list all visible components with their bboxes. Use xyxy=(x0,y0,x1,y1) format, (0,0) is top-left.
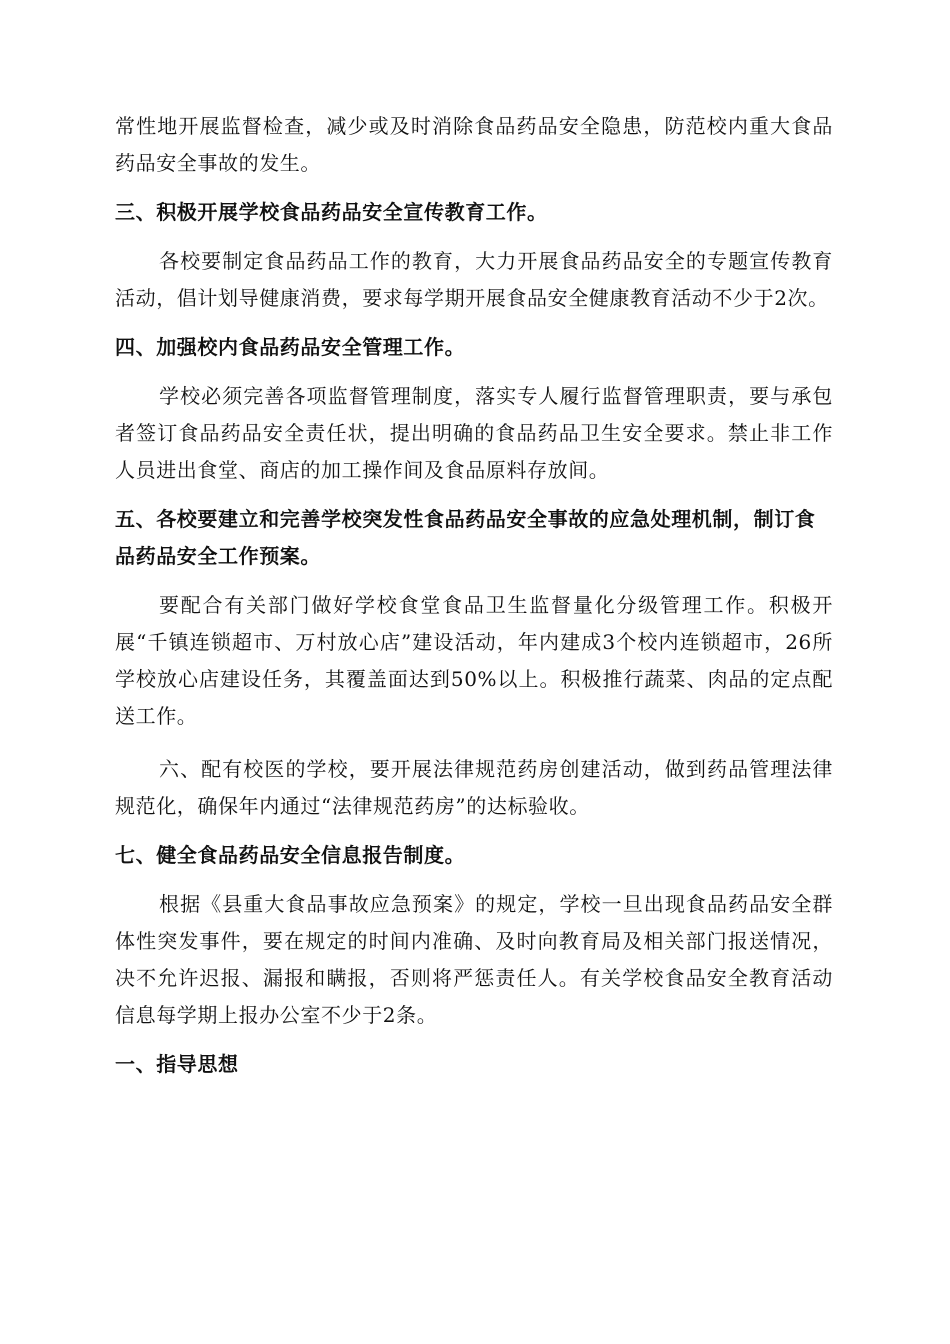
section-heading-4: 四、加强校内食品药品安全管理工作。 xyxy=(115,335,466,359)
paragraph-education: 各校要制定食品药品工作的教育，大力开展食品药品安全的专题宣传教育活动，倡计划导健康消费，要求每学期开展食品安全健康教育活动不少于2次。 xyxy=(115,249,833,310)
section-heading-5: 五、各校要建立和完善学校突发性食品药品安全事故的应急处理机制，制订食品药品安全工作预案。 xyxy=(115,507,816,568)
paragraph-management: 学校必须完善各项监督管理制度，落实专人履行监督管理职责，要与承包者签订食品药品安全责任状，提出明确的食品药品卫生安全要求。禁止非工作人员进出食堂、商店的加工操作间及食品原料存放间。 xyxy=(115,384,833,482)
paragraph-continuation: 常性地开展监督检查，减少或及时消除食品药品安全隐患，防范校内重大食品药品安全事故的发生。 xyxy=(115,114,833,175)
paragraph-pharmacy: 六、配有校医的学校，要开展法律规范药房创建活动，做到药品管理法律规范化，确保年内通过“法律规范药房”的达标验收。 xyxy=(115,757,833,818)
section-heading-3: 三、积极开展学校食品药品安全宣传教育工作。 xyxy=(115,200,548,224)
document-page xyxy=(115,108,833,1083)
paragraph-reporting: 根据《县重大食品事故应急预案》的规定，学校一旦出现食品药品安全群体性突发事件，要在规定的时间内准确、及时向教育局及相关部门报送情况，决不允许迟报、漏报和瞒报，否则将严惩责任人。有关学校食品安全教育活动信息每学期上报办公室不少于2条。 xyxy=(115,892,833,1027)
paragraph-cooperation: 要配合有关部门做好学校食堂食品卫生监督量化分级管理工作。积极开展“千镇连锁超市、万村放心店”建设活动，年内建成3个校内连锁超市，26所学校放心店建设任务，其覆盖面达到50%以上。积极推行蔬菜、肉品的定点配送工作。 xyxy=(115,593,833,728)
section-heading-1: 一、指导思想 xyxy=(115,1052,239,1076)
section-heading-7: 七、健全食品药品安全信息报告制度。 xyxy=(115,843,466,867)
